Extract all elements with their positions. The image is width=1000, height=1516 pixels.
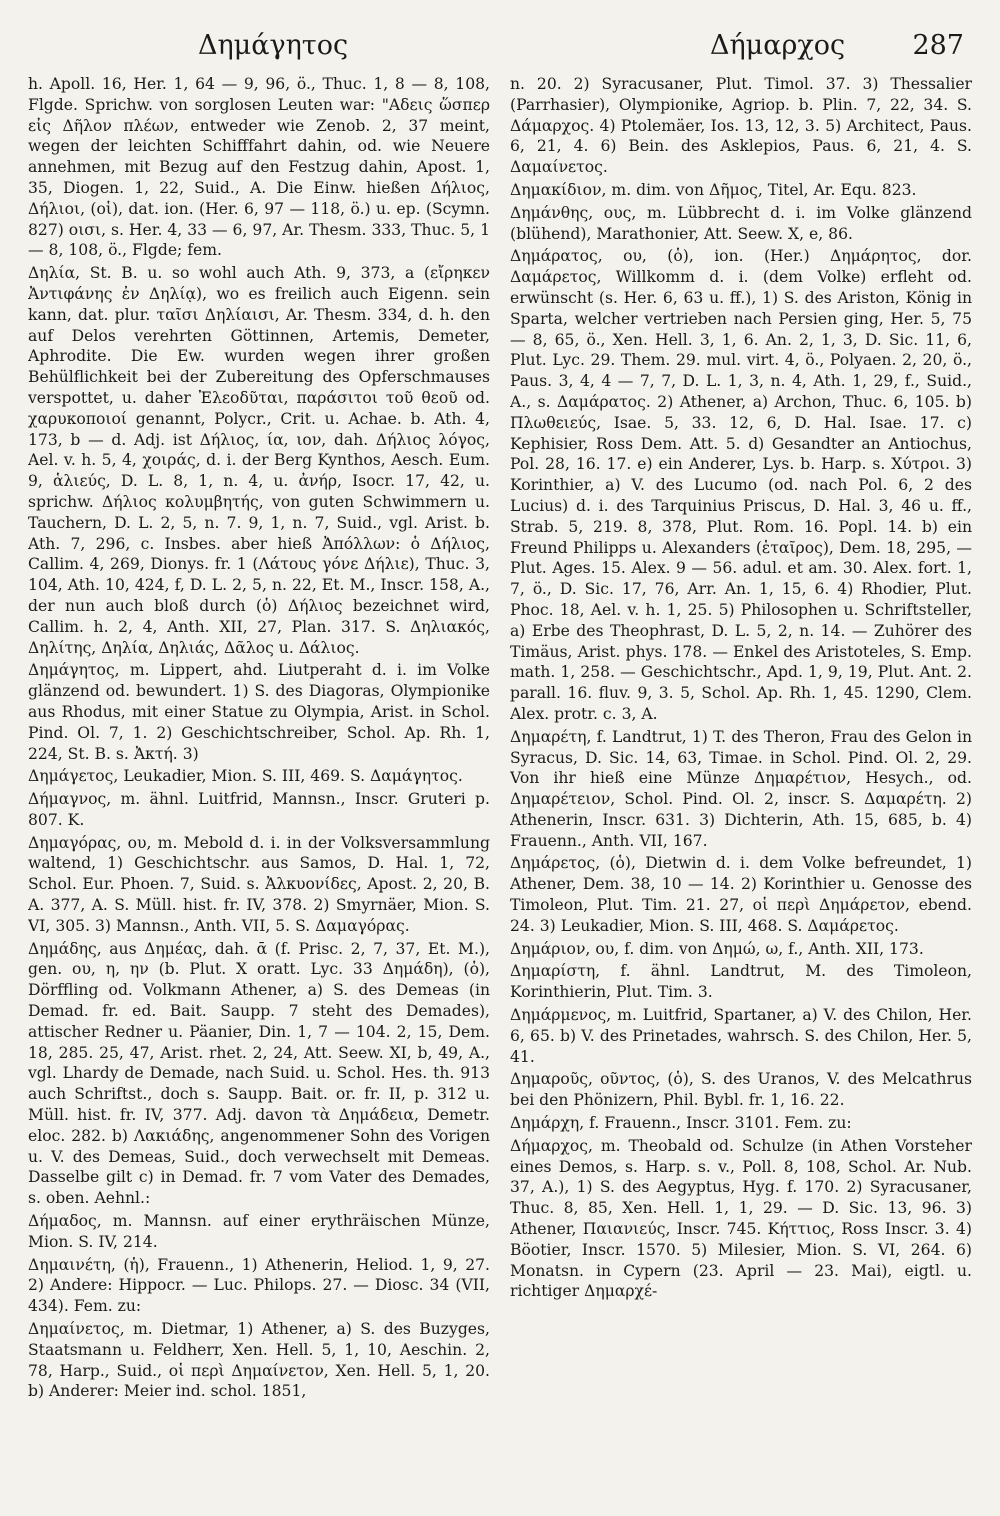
dictionary-entry: Δημάγετος, Leukadier, Mion. S. III, 469. S. Δαμάγητος. — [28, 767, 463, 786]
header-first-lemma: Δημάγητος — [198, 30, 349, 61]
dictionary-entry: Δημαροῦς, οῦντος, (ὁ), S. des Uranos, V. des Melcathrus bei den Phönizern, Phil. Bybl. fr. 1, 16. 22. — [510, 1070, 972, 1110]
dictionary-entry: n. 20. 2) Syracusaner, Plut. Timol. 37. 3) Thessalier (Parrhasier), Olympionike, Agriop. b. Plin. 7, 22, 34. S. Δάμαρχος. 4) Ptolemäer, Ios. 13, 12, 3. 5) Architect, Paus. 6, 21, 4. 6) Bein. des Asklepios, Paus. 6, 21, 4. S. Δαμαίνετος. — [510, 75, 972, 177]
dictionary-entry: Δημάδης, aus Δημέας, dah. ᾱ (f. Prisc. 2, 7, 37, Et. M.), gen. ου, η, ην (b. Plut. X oratt. Lyc. 33 Δημάδη), (ὁ), Dörffling od. Volkmann Athener, a) S. des Demeas (in Demad. fr. ed. Bait. Saupp. 7 steht des Demades), attischer Redner u. Päanier, Din. 1, 7 — 104. 2, 15, Dem. 18, 285. 25, 47, Arist. rhet. 2, 24, Att. Seew. XI, b, 49, A., vgl. Lhardy de Demade, nach Suid. u. Schol. Hes. th. 913 auch Schriftst., doch s. Saupp. Bait. or. fr. II, p. 312 u. Müll. hist. fr. IV, 377. Adj. davon τὰ Δημάδεια, Demetr. eloc. 282. b) Λακιάδης, angenommener Sohn des Vorigen u. V. des Demeas, Suid., doch verwechselt mit Demeas. Dasselbe gilt c) in Demad. fr. 7 vom Vater des Demades, s. oben. Aehnl.: — [28, 939, 490, 1208]
text-columns — [28, 74, 972, 1504]
page-header — [28, 28, 964, 70]
header-last-lemma: Δήμαρχος — [710, 30, 846, 61]
dictionary-entry: Δημάρατος, ου, (ὁ), ion. (Her.) Δημάρητος, dor. Δαμάρετος, Willkomm d. i. (dem Volke) erfleht od. erwünscht (s. Her. 6, 63 u. ff.), 1) S. des Ariston, König in Sparta, welcher vertrieben nach Persien ging, Her. 5, 75 — 8, 65, ö., Xen. Hell. 3, 1, 6. An. 2, 1, 3, D. Sic. 11, 6, Plut. Lyc. 29. Them. 29. mul. virt. 4, ö., Polyaen. 2, 20, ö., Paus. 3, 4, 4 — 7, 7, D. L. 1, 3, n. 4, Ath. 1, 29, f., Suid., A., s. Δαμάρατος. 2) Athener, a) Archon, Thuc. 6, 105. b) Πλωθειεύς, Isae. 5, 33. 12, 6, D. Hal. Isae. 17. c) Kephisier, Ross Dem. Att. 5. d) Gesandter an Antiochus, Pol. 28, 16. 17. e) ein Anderer, Lys. b. Harp. s. Χύτροι. 3) Korinthier, a) V. des Lucumo (od. nach Pol. 6, 2 des Lucius) d. i. des Tarquinius Priscus, D. Hal. 3, 46 u. ff., Strab. 5, 219. 8, 378, Plut. Rom. 16. Popl. 14. b) ein Freund Philipps u. Alexanders (ἑταῖρος), Dem. 18, 295, — Plut. Ages. 15. Alex. 9 — 56. adul. et am. 30. Alex. fort. 1, 7, ö., D. Sic. 17, 76, Arr. An. 1, 15, 6. 4) Rhodier, Plut. Phoc. 18, Ael. v. h. 1, 25. 5) Philosophen u. Schriftsteller, a) Erbe des Theophrast, D. L. 5, 2, n. 14. — Zuhörer des Timäus, Arist. phys. 178. — Enkel des Aristoteles, S. Emp. math. 1, 258. — Geschichtschr., Apd. 1, 9, 19, Plut. Ant. 2. parall. 16. fluv. 9, 3. 5, Schol. Ap. Rh. 1, 45. 1290, Clem. Alex. protr. c. 3, A. — [510, 247, 972, 723]
right-column — [510, 74, 972, 1504]
dictionary-entry: Δήμαγνος, m. ähnl. Luitfrid, Mannsn., Inscr. Gruteri p. 807. K. — [28, 790, 490, 829]
dictionary-entry: Δημάρμενος, m. Luitfrid, Spartaner, a) V. des Chilon, Her. 6, 65. b) V. des Prinetades, wahrsch. S. des Chilon, Her. 5, 41. — [510, 1006, 972, 1066]
dictionary-entry: Δημαγόρας, ου, m. Mebold d. i. in der Volksversammlung waltend, 1) Geschichtschr. aus Samos, D. Hal. 1, 72, Schol. Eur. Phoen. 7, Suid. s. Ἀλκυονίδες, Apost. 2, 20, B. A. 377, A. S. Müll. hist. fr. IV, 378. 2) Smyrnäer, Mion. S. VI, 305. 3) Mannsn., Anth. VII, 5. S. Δαμαγόρας. — [28, 833, 490, 935]
dictionary-entry: h. Apoll. 16, Her. 1, 64 — 9, 96, ö., Thuc. 1, 8 — 8, 108, Flgde. Sprichw. von sorglosen Leuten war: "Αδεις ὥσπερ εἰς Δῆλον πλέων, entweder wie Zenob. 2, 37 meint, wegen der leichten Schifffahrt dahin, od. wie Neuere annehmen, mit Bezug auf den Festzug dahin, Apost. 1, 35, Diogen. 1, 22, Suid., A. Die Einw. hießen Δήλιος, Δήλιοι, (οἱ), dat. ion. (Her. 6, 97 — 118, ö.) u. ep. (Scymn. 827) οισι, s. Her. 4, 33 — 6, 97, Ar. Thesm. 333, Thuc. 5, 1 — 8, 108, ö., Flgde; fem. — [28, 75, 490, 260]
dictionary-entry: Δημακίδιον, m. dim. von Δῆμος, Titel, Ar. Equ. 823. — [510, 180, 917, 199]
dictionary-entry: Δημαρέτη, f. Landtrut, 1) T. des Theron, Frau des Gelon in Syracus, D. Sic. 14, 63, Timae. in Schol. Pind. Ol. 2, 29. Von ihr hieß eine Münze Δημαρέτιον, Hesych., od. Δημαρέτειον, Schol. Pind. Ol. 2, inscr. S. Δαμαρέτη. 2) Athenerin, Inscr. 631. 3) Dichterin, Ath. 15, 685, b. 4) Frauenn., Anth. VII, 167. — [510, 727, 972, 850]
dictionary-entry: Δήμαδος, m. Mannsn. auf einer erythräischen Münze, Mion. S. IV, 214. — [28, 1212, 490, 1251]
dictionary-entry: Δηλία, St. B. u. so wohl auch Ath. 9, 373, a (εἴρηκεν Ἀντιφάνης ἐν Δηλίᾳ), wo es freilich auch Eigenn. sein kann, dat. plur. ταῖσι Δηλίαισι, Ar. Thesm. 334, d. h. den auf Delos verehrten Göttinnen, Artemis, Demeter, Aphrodite. Die Ew. wurden wegen ihrer großen Behülflichkeit bei der Zubereitung des Opferschmauses verspottet, u. daher Ἐλεοδῦται, παράσιτοι τοῦ θεοῦ od. χαρυκοποιοί genannt, Polycr., Crit. u. Achae. b. Ath. 4, 173, b — d. Adj. ist Δήλιος, ία, ιον, dah. Δήλιος λόγος, Ael. v. h. 5, 4, χοιράς, d. i. der Berg Kynthos, Aesch. Eum. 9, ἁλιεύς, D. L. 8, 1, n. 4, u. ἀνήρ, Isocr. 17, 42, u. sprichw. Δήλιος κολυμβητής, von guten Schwimmern u. Tauchern, D. L. 2, 5, n. 7. 9, 1, n. 7, Suid., vgl. Arist. b. Ath. 7, 296, c. Insbes. aber hieß Ἀπόλλων: ὁ Δήλιος, Callim. 4, 269, Dionys. fr. 1 (Λάτους γόνε Δήλιε), Thuc. 3, 104, Ath. 10, 424, f, D. L. 2, 5, n. 22, Et. M., Inscr. 158, A., der nun auch bloß durch (ὁ) Δήλιος bezeichnet wird, Callim. h. 2, 4, Anth. XII, 27, Plan. 317. S. Δηλιακός, Δηλίτης, Δηλία, Δηλιάς, Δᾶλος u. Δάλιος. — [28, 264, 490, 657]
dictionary-entry: Δημάριον, ου, f. dim. von Δημώ, ω, f., Anth. XII, 173. — [510, 939, 924, 958]
dictionary-entry: Δημαρίστη, f. ähnl. Landtrut, M. des Timoleon, Korinthierin, Plut. Tim. 3. — [510, 962, 972, 1002]
dictionary-entry: Δημάρετος, (ὁ), Dietwin d. i. dem Volke befreundet, 1) Athener, Dem. 38, 10 — 14. 2) Korinthier u. Genosse des Timoleon, Plut. Tim. 21. 27, οἱ περὶ Δημάρετον, ebend. 24. 3) Leukadier, Mion. S. III, 468. S. Δαμάρετος. — [510, 854, 972, 935]
dictionary-entry: Δημαίνετος, m. Dietmar, 1) Athener, a) S. des Buzyges, Staatsmann u. Feldherr, Xen. Hell. 5, 1, 10, Aeschin. 2, 78, Harp., Suid., οἱ περὶ Δημαίνετον, Xen. Hell. 5, 1, 20. b) Anderer: Meier ind. schol. 1851, — [28, 1320, 490, 1401]
left-column — [28, 74, 490, 1504]
dictionary-entry: Δημάγητος, m. Lippert, ahd. Liutperaht d. i. im Volke glänzend od. bewundert. 1) S. des Diagoras, Olympionike aus Rhodus, mit einer Statue zu Olympia, Arist. in Schol. Pind. Ol. 7, 1. 2) Geschichtschreiber, Schol. Ap. Rh. 1, 224, St. B. s. Ἀκτή. 3) — [28, 661, 490, 763]
dictionary-entry: Δημαινέτη, (ἡ), Frauenn., 1) Athenerin, Heliod. 1, 9, 27. 2) Andere: Hippocr. — Luc. Philops. 27. — Diosc. 34 (VII, 434). Fem. zu: — [28, 1255, 490, 1316]
dictionary-entry: Δήμαρχος, m. Theobald od. Schulze (in Athen Vorsteher eines Demos, s. Harp. s. v., Poll. 8, 108, Schol. Ar. Nub. 37, A.), 1) S. des Aegyptus, Hyg. f. 170. 2) Syracusaner, Thuc. 8, 85, Xen. Hell. 1, 1, 29. — D. Sic. 13, 96. 3) Athener, Παιανιεύς, Inscr. 745. Κήττιος, Ross Inscr. 3. 4) Böotier, Inscr. 1570. 5) Milesier, Mion. S. VI, 264. 6) Monatsn. in Cypern (23. April — 23. Mai), eigtl. u. richtiger Δημαρχέ- — [510, 1136, 972, 1301]
page-number: 287 — [912, 30, 964, 61]
dictionary-entry: Δημάνθης, ους, m. Lübbrecht d. i. im Volke glänzend (blühend), Marathonier, Att. Seew. X, e, 86. — [510, 203, 972, 243]
dictionary-entry: Δημάρχη, f. Frauenn., Inscr. 3101. Fem. zu: — [510, 1114, 852, 1133]
